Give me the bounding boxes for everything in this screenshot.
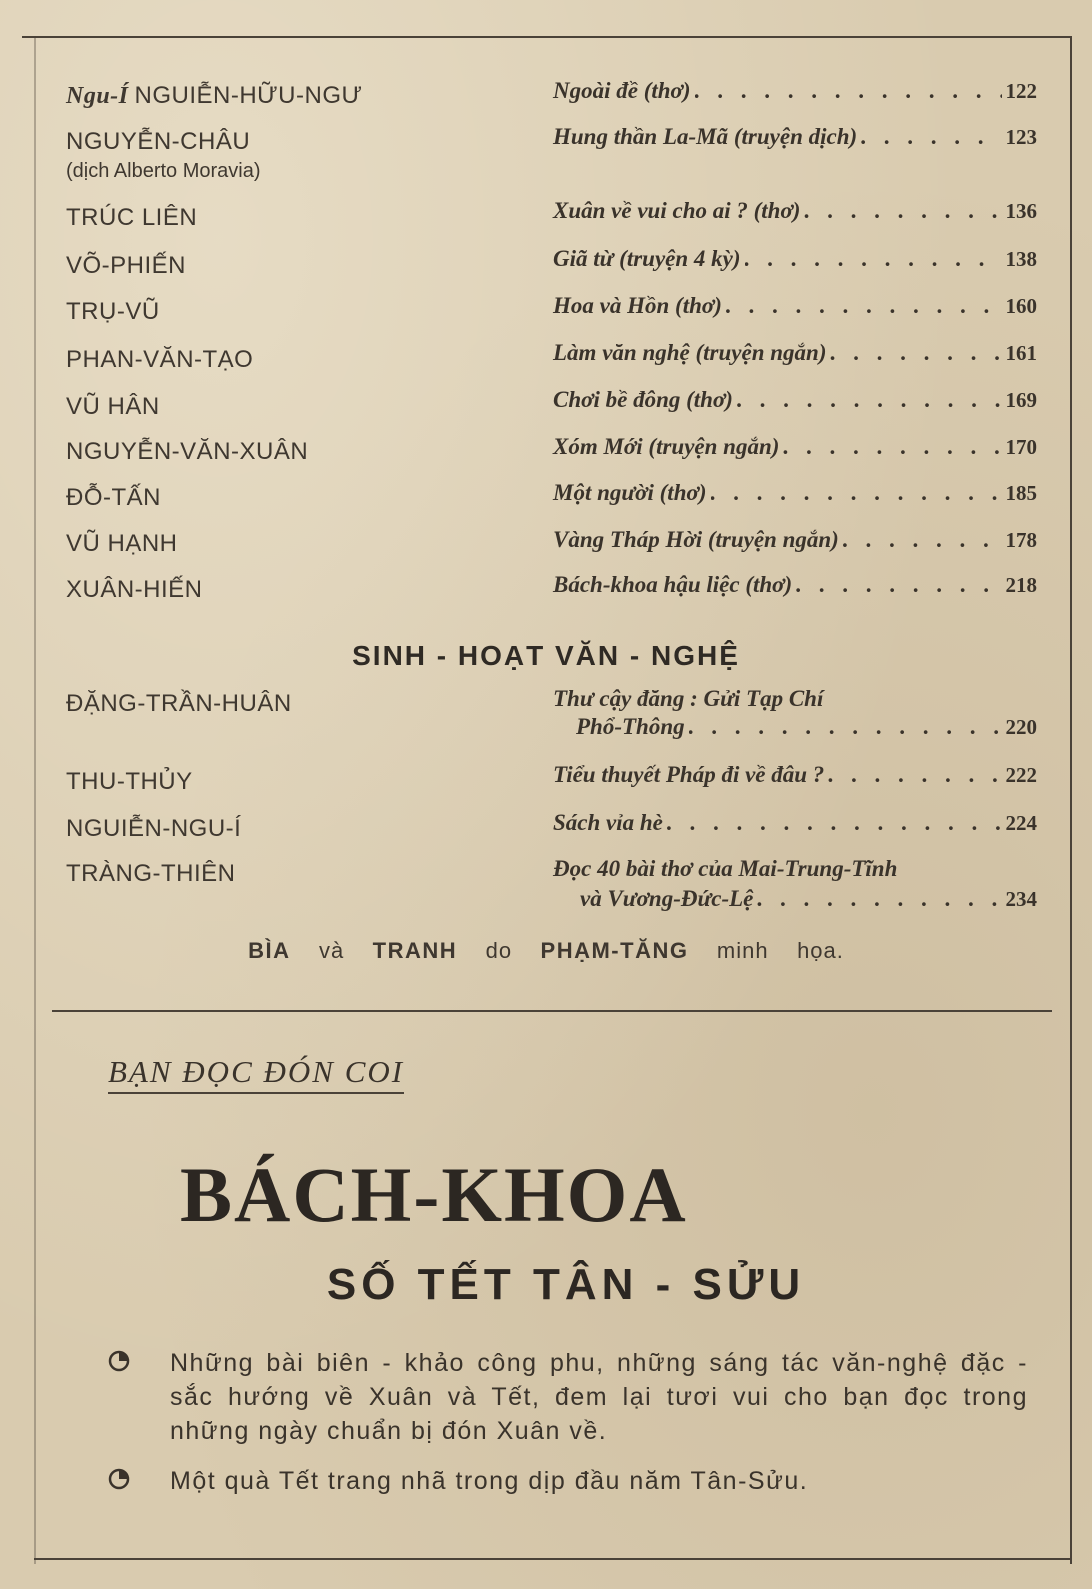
page-number: 123	[1005, 125, 1037, 149]
author-name: VŨ HẠNH	[66, 530, 178, 557]
page-number: 122	[1005, 79, 1037, 103]
entry-title: Tiểu thuyết Pháp đi về đâu ?	[553, 762, 825, 787]
section-heading: SINH - HOẠT VĂN - NGHỆ	[352, 640, 740, 671]
issue-title: SỐ TẾT TÂN - SỬU	[326, 1260, 806, 1309]
toc-entry[interactable]	[553, 78, 1037, 104]
author-name: ĐẶNG-TRẦN-HUÂN	[66, 690, 292, 717]
toc-entry[interactable]	[553, 124, 1037, 150]
toc-author	[66, 484, 161, 512]
page-number: 185	[1005, 481, 1037, 505]
toc-entry[interactable]	[580, 886, 1037, 912]
toc-author	[66, 768, 193, 796]
page-number: 218	[1005, 573, 1037, 597]
feature-bullet	[108, 1464, 1028, 1498]
toc-entry[interactable]	[553, 434, 1037, 460]
leader-dots	[796, 572, 1001, 598]
toc-entry[interactable]	[553, 527, 1037, 553]
entry-title: Bách-khoa hậu liệc (thơ)	[553, 572, 793, 597]
toc-entry[interactable]	[553, 387, 1037, 413]
author-name: NGUYỄN-CHÂU	[66, 128, 251, 155]
toc-entry[interactable]	[553, 762, 1037, 788]
feature-bullet	[108, 1346, 1028, 1448]
page-number: 234	[1005, 887, 1037, 911]
toc-author	[66, 438, 308, 466]
author-prefix: Ngu-Í	[66, 83, 129, 109]
entry-title: Hung thần La-Mã (truyện dịch)	[553, 124, 858, 149]
leader-dots	[695, 78, 1002, 104]
entry-title: Xóm Mới (truyện ngắn)	[553, 434, 780, 459]
page-number: 160	[1005, 294, 1037, 318]
entry-title: Chơi bề đông (thơ)	[553, 387, 733, 412]
page-number: 222	[1005, 763, 1037, 787]
leader-dots	[783, 434, 1001, 460]
page-number: 138	[1005, 247, 1037, 271]
credit-word: họa.	[797, 938, 844, 963]
page-number: 178	[1005, 528, 1037, 552]
toc-entry[interactable]	[553, 572, 1037, 598]
page-number: 169	[1005, 388, 1037, 412]
toc-entry[interactable]	[553, 198, 1037, 224]
leader-dots	[757, 886, 1001, 912]
entry-title: Sách vỉa hè	[553, 810, 663, 835]
leader-dots	[726, 293, 1002, 319]
credit-word: minh	[716, 938, 769, 963]
leader-dots	[711, 480, 1002, 506]
entry-title: Vàng Tháp Hời (truyện ngắn)	[553, 527, 839, 552]
entry-title-line[interactable]: Đọc 40 bài thơ của Mai-Trung-Tĩnh	[553, 856, 898, 881]
credit-name: PHẠM-TĂNG	[540, 938, 689, 963]
bullet-icon	[108, 1468, 130, 1490]
toc-entry[interactable]	[553, 810, 1037, 836]
entry-title: Phổ-Thông	[576, 714, 685, 739]
section-divider	[52, 1010, 1052, 1012]
page-number: 136	[1005, 199, 1037, 223]
toc-author	[66, 393, 160, 421]
entry-title: Ngoài đề (thơ)	[553, 78, 691, 103]
toc-author	[66, 576, 203, 604]
leader-dots	[843, 527, 1002, 553]
entry-title: Xuân về vui cho ai ? (thơ)	[553, 198, 801, 223]
toc-author	[66, 860, 236, 888]
top-border	[22, 36, 1072, 38]
author-name: VÕ-PHIẾN	[66, 252, 187, 279]
leader-dots	[804, 198, 1001, 224]
author-name: NGUYỄN-VĂN-XUÂN	[66, 438, 309, 465]
leader-dots	[745, 246, 1002, 272]
credit-word: BÌA	[248, 938, 291, 963]
author-name: NGUIỄN-HỮU-NGƯ	[134, 82, 363, 109]
leader-dots	[830, 340, 1001, 366]
toc-entry[interactable]	[576, 714, 1037, 740]
magazine-title: BÁCH-KHOA	[180, 1151, 688, 1238]
author-name: VŨ HÂN	[66, 393, 160, 420]
toc-author	[66, 690, 292, 718]
credit-word: do	[485, 938, 513, 963]
credit-word: TRANH	[372, 938, 458, 963]
page-number: 170	[1005, 435, 1037, 459]
credit-word: và	[318, 938, 345, 963]
leader-dots	[828, 762, 1001, 788]
page-number: 161	[1005, 341, 1037, 365]
toc-entry[interactable]	[553, 340, 1037, 366]
author-name: THU-THỦY	[66, 768, 193, 795]
left-border	[34, 36, 36, 1564]
author-name: PHAN-VĂN-TẠO	[66, 346, 254, 373]
leader-dots	[689, 714, 1002, 740]
toc-author	[66, 298, 160, 326]
entry-title: Làm văn nghệ (truyện ngắn)	[553, 340, 827, 365]
author-name: NGUIỄN-NGU-Í	[66, 815, 242, 842]
author-note: (dịch Alberto Moravia)	[66, 160, 261, 182]
toc-entry[interactable]	[553, 480, 1037, 506]
entry-title: và Vương-Đức-Lệ	[580, 886, 754, 911]
toc-author	[66, 530, 178, 558]
bullet-text: Những bài biên - khảo công phu, những sáng tác văn-nghệ đặc - sắc hướng về Xuân và Tết, đem lại tươi vui cho bạn đọc trong những ngày chuẩn bị đón Xuân về.	[170, 1349, 1028, 1445]
announcement-heading: BẠN ĐỌC ĐÓN COI	[108, 1054, 404, 1094]
entry-title: Giã từ (truyện 4 kỳ)	[553, 246, 741, 271]
bottom-border	[34, 1558, 1072, 1560]
author-name: TRÀNG-THIÊN	[66, 860, 236, 887]
right-border	[1070, 36, 1072, 1564]
author-name: XUÂN-HIẾN	[66, 576, 203, 603]
entry-title: Hoa và Hồn (thơ)	[553, 293, 722, 318]
page-number: 220	[1005, 715, 1037, 739]
leader-dots	[737, 387, 1002, 413]
toc-author	[66, 252, 186, 280]
leader-dots	[667, 810, 1002, 836]
bullet-icon	[108, 1350, 130, 1372]
author-name: ĐỖ-TẤN	[66, 484, 161, 511]
entry-title-line[interactable]: Thư cậy đăng : Gửi Tạp Chí	[553, 686, 824, 711]
toc-entry[interactable]	[553, 293, 1037, 319]
toc-author	[66, 346, 253, 374]
bullet-text: Một quà Tết trang nhã trong dịp đầu năm Tân-Sửu.	[170, 1467, 809, 1495]
toc-author	[66, 815, 241, 843]
toc-author	[66, 128, 250, 156]
toc-author	[66, 204, 197, 232]
illustration-credit	[0, 938, 1092, 964]
page-number: 224	[1005, 811, 1037, 835]
leader-dots	[861, 124, 1001, 150]
entry-title: Một người (thơ)	[553, 480, 707, 505]
author-name: TRÚC LIÊN	[66, 204, 198, 231]
author-name: TRỤ-VŨ	[66, 298, 160, 325]
toc-author	[66, 82, 363, 110]
toc-entry[interactable]	[553, 246, 1037, 272]
